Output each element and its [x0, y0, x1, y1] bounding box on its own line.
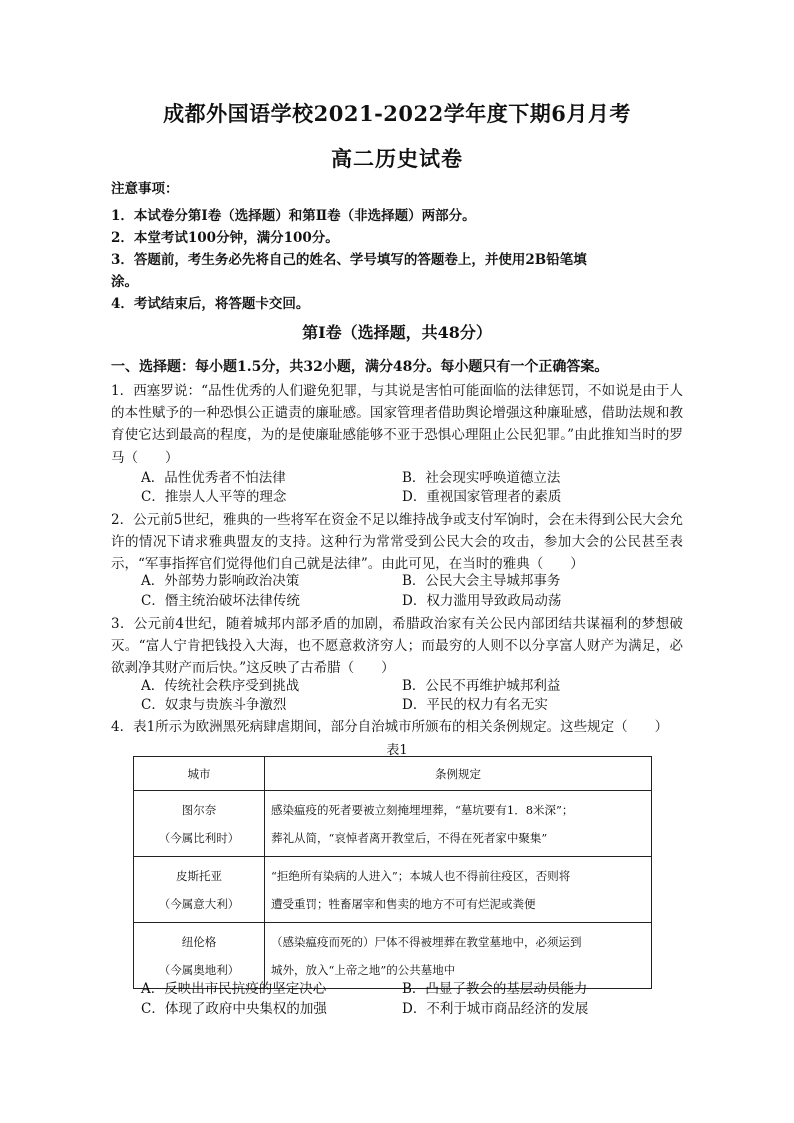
option-a: A．反映出市民抗疫的坚定决心 [141, 981, 327, 997]
note-item: 2．本堂考试100分钟，满分100分。 [111, 230, 339, 246]
city-name: 皮斯托亚 [176, 868, 222, 883]
rule-line: 葬礼从简，“哀悼者离开教堂后，不得在死者家中聚集” [271, 830, 548, 845]
table-cell-city [134, 791, 265, 857]
exam-subtitle: 高二历史试卷 [331, 146, 463, 171]
table-cell-city [134, 857, 265, 923]
option-a: A．传统社会秩序受到挑战 [141, 678, 300, 694]
table-cell-rule [265, 791, 652, 857]
city-name: 纽伦格 [181, 934, 217, 949]
question-stem: 1．西塞罗说：“品性优秀的人们避免犯罪，与其说是害怕可能面临的法律惩罚，不如说是由于人的本性赋予的一种恐惧公正谴责的廉耻感。国家管理者借助舆论增强这种廉耻感，借助法规和教育使它达到最高的程度，为的是使廉耻感能够不亚于恐惧心理阻止公民犯罪。”由此推知当时的罗马（ ） [111, 383, 683, 466]
question-stem: 3．公元前4世纪，随着城邦内部矛盾的加剧，希腊政治家有关公民内部团结共谋福利的梦想破灭。“富人宁肯把钱投入大海，也不愿意救济穷人；而最穷的人则不以分享富人财产为满足，必欲剥净其财产而后快。”这反映了古希腊（ ） [111, 616, 683, 677]
option-b: B．社会现实呼唤道德立法 [402, 470, 561, 486]
option-c: C．推崇人人平等的理念 [141, 489, 287, 505]
notes-heading: 注意事项： [111, 181, 179, 197]
note-item: 涂。 [111, 274, 138, 290]
option-c: C．体现了政府中央集权的加强 [141, 1001, 327, 1017]
table-header-row [134, 757, 652, 791]
section-title: 第Ⅰ卷（选择题，共48分） [302, 323, 492, 342]
option-b: B．公民不再维护城邦利益 [402, 678, 561, 694]
option-a: A．外部势力影响政治决策 [141, 573, 300, 589]
table-row [134, 791, 652, 857]
table-header-rule: 条例规定 [265, 757, 652, 791]
section-instruction: 一、选择题：每小题1.5分，共32小题，满分48分。每小题只有一个正确答案。 [111, 359, 609, 375]
rule-line: “拒绝所有染病的人进入”；本城人也不得前往疫区，否则将 [271, 868, 571, 883]
rule-line: （感染瘟疫而死的）尸体不得被埋葬在教堂墓地中，必须运到 [271, 934, 582, 949]
option-c: C．僭主统治破坏法律传统 [141, 593, 300, 609]
note-item: 1．本试卷分第Ⅰ卷（选择题）和第Ⅱ卷（非选择题）两部分。 [111, 208, 476, 224]
rule-line: 城外，放入“上帝之地”的公共墓地中 [271, 962, 456, 977]
rule-line: 感染瘟疫的死者要被立刻掩埋埋葬，“墓坑要有1．8米深”； [271, 802, 574, 817]
question-stem: 2．公元前5世纪，雅典的一些将军在资金不足以维持战争或支付军饷时，会在未得到公民大会允许的情况下请求雅典盟友的支持。这种行为常常受到公民大会的攻击，参加大会的公民甚至表示，“军事指挥官们觉得他们自己就是法律”。由此可见，在当时的雅典（ ） [111, 512, 683, 573]
option-b: B．凸显了教会的基层动员能力 [402, 981, 588, 997]
option-c: C．奴隶与贵族斗争激烈 [141, 697, 287, 713]
exam-title: 成都外国语学校2021-2022学年度下期6月月考 [163, 101, 631, 126]
rule-line: 遭受重罚；牲畜屠宰和售卖的地方不可有烂泥或粪便 [271, 896, 536, 911]
table-row [134, 857, 652, 923]
option-d: D．重视国家管理者的素质 [402, 489, 562, 505]
city-region: （今属奥地利） [158, 962, 240, 977]
question-stem: 4．表1所示为欧洲黑死病肆虐期间，部分自治城市所颁布的相关条例规定。这些规定（ ） [111, 719, 669, 735]
option-d: D．平民的权力有名无实 [402, 697, 548, 713]
regulations-table [133, 756, 652, 989]
table-caption: 表1 [386, 743, 408, 758]
city-region: （今属比利时） [158, 830, 240, 845]
option-a: A．品性优秀者不怕法律 [141, 470, 286, 486]
table-cell-rule [265, 857, 652, 923]
note-item: 4．考试结束后，将答题卡交回。 [111, 296, 310, 312]
option-b: B．公民大会主导城邦事务 [402, 573, 561, 589]
option-d: D．权力滥用导致政局动荡 [402, 593, 562, 609]
table-header-city: 城市 [134, 757, 265, 791]
option-d: D．不利于城市商品经济的发展 [402, 1001, 589, 1017]
city-name: 图尔奈 [181, 802, 217, 817]
city-region: （今属意大利） [158, 896, 240, 911]
note-item: 3．答题前，考生务必先将自己的姓名、学号填写的答题卷上，并使用2B铅笔填 [111, 252, 587, 268]
